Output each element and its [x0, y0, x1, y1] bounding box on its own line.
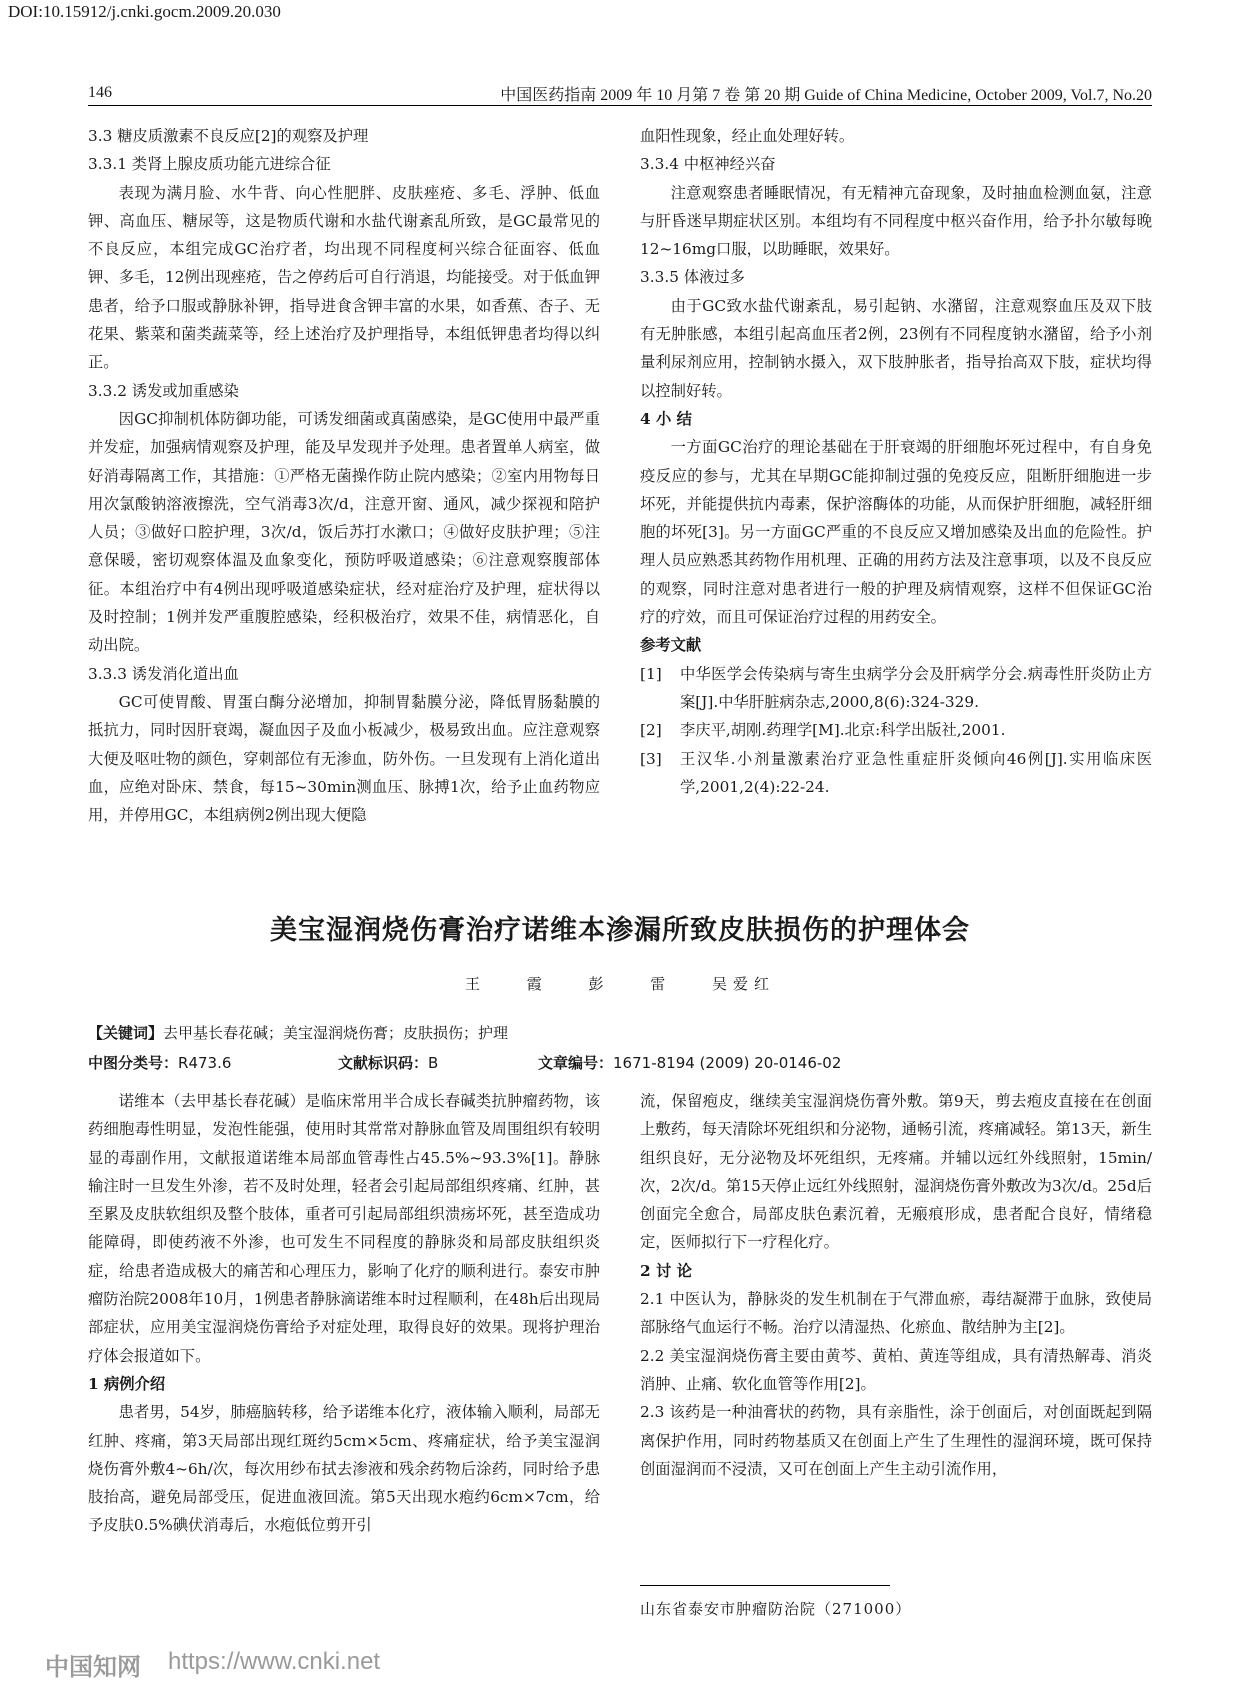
body-paragraph: 流，保留疱皮，继续美宝湿润烧伤膏外敷。第9天，剪去疱皮直接在在创面上敷药，每天清除坏死组织和分泌物，通畅引流，疼痛减轻。第13天，新生组织良好，无分泌物及坏死组织，无疼痛。并辅以远红外线照射，15min/次，2次/d。第15天停止远红外线照射，湿润烧伤膏外敷改为3次/d。25d后创面完全愈合，局部皮肤色素沉着，无瘢痕形成，患者配合良好，情绪稳定，医师拟行下一疗程化疗。 — [640, 1092, 1152, 1252]
body-paragraph: 由于GC致水盐代谢紊乱，易引起钠、水潴留，注意观察血压及双下肢有无肿胀感，本组引起高血压者2例，23例有不同程度钠水潴留，给予小剂量利尿剂应用，控制钠水摄入，双下肢肿胀者，指导抬高双下肢，症状均得以控制好转。 — [640, 296, 1152, 400]
upper-right-column — [640, 122, 1152, 801]
doc-code-value: B — [428, 1054, 439, 1072]
section-heading: 2 讨 论 — [640, 1261, 692, 1280]
reference-number: [3] — [640, 749, 662, 768]
doc-code-entry — [338, 1052, 438, 1073]
page-number: 146 — [88, 84, 112, 101]
reference-item — [640, 745, 1152, 802]
keywords-line — [88, 1022, 508, 1043]
section-heading: 3.3.5 体液过多 — [640, 268, 745, 287]
author-affiliation: 山东省泰安市肿瘤防治院（271000） — [640, 1600, 912, 1618]
section-heading: 3.3 糖皮质激素不良反应[2]的观察及护理 — [88, 127, 369, 145]
reference-text: 李庆平,胡刚.药理学[M].北京:科学出版社,2001. — [680, 721, 1006, 740]
section-heading: 3.3.3 诱发消化道出血 — [88, 664, 239, 683]
doc-code-label: 文献标识码： — [338, 1054, 429, 1072]
body-paragraph: 一方面GC治疗的理论基础在于肝衰竭的肝细胞坏死过程中，有自身免疫反应的参与，尤其在早期GC能抑制过强的免疫反应，阻断肝细胞进一步坏死，并能提供抗内毒素，保护溶酶体的功能，从而保护肝细胞，减轻肝细胞的坏死[3]。另一方面GC严重的不良反应又增加感染及出血的危险性。护理人员应熟悉其药物作用机理、正确的用药方法及注意事项，以及不良反应的观察，同时注意对患者进行一般的护理及病情观察，这样不但保证GC治疗的疗效，而且可保证治疗过程的用药安全。 — [640, 438, 1152, 627]
section-heading: 1 病例介绍 — [88, 1374, 166, 1393]
article-number-value: 1671-8194 (2009) 20-0146-02 — [613, 1054, 842, 1072]
keywords-text: 去甲基长春花碱；美宝湿润烧伤膏；皮肤损伤；护理 — [163, 1024, 509, 1042]
clc-value: R473.6 — [178, 1054, 232, 1072]
article-number-label: 文章编号： — [538, 1054, 614, 1072]
article-number-entry — [538, 1052, 841, 1073]
section-heading: 3.3.1 类肾上腺皮质功能亢进综合征 — [88, 155, 331, 174]
lower-left-column — [88, 1087, 600, 1540]
cnki-logo-watermark: 中国知网 — [45, 1653, 141, 1681]
article-title: 美宝湿润烧伤膏治疗诺维本渗漏所致皮肤损伤的护理体会 — [270, 915, 970, 946]
clc-entry — [88, 1052, 231, 1073]
section-heading: 4 小 结 — [640, 409, 692, 428]
body-paragraph: 2.2 美宝湿润烧伤膏主要由黄芩、黄柏、黄连等组成，具有清热解毒、消炎消肿、止痛、软化血管等作用[2]。 — [640, 1346, 1152, 1393]
header-rule — [88, 105, 1152, 106]
section-heading: 3.3.4 中枢神经兴奋 — [640, 155, 776, 174]
reference-number: [2] — [640, 721, 662, 740]
body-paragraph: 2.3 该药是一种油膏状的药物，具有亲脂性，涂于创面后，对创面既起到隔离保护作用，同时药物基质又在创面上产生了生理性的湿润环境，既可保持创面湿润而不浸渍，又可在创面上产生主动引流作用， — [640, 1403, 1152, 1478]
reference-item — [640, 660, 1152, 717]
upper-left-column — [88, 122, 600, 829]
body-paragraph: 诺维本（去甲基长春花碱）是临床常用半合成长春碱类抗肿瘤药物，该药细胞毒性明显，发泡性能强，使用时其常常对静脉血管及周围组织有较明显的毒副作用，文献报道诺维本局部血管毒性占45.5%~93.3%[1]。静脉输注时一旦发生外渗，若不及时处理，轻者会引起局部组织疼痛、红肿，甚至累及皮肤软组织及整个肢体，重者可引起局部组织溃疡坏死，甚至造成功能障碍，即使药液不外渗，也可发生不同程度的静脉炎和局部皮肤组织炎症，给患者造成极大的痛苦和心理压力，影响了化疗的顺利进行。泰安市肿瘤防治院2008年10月，1例患者静脉滴诺维本时过程顺利，在48h后出现局部症状，应用美宝湿润烧伤膏给予对症处理，取得良好的效果。现将护理治疗体会报道如下。 — [88, 1092, 600, 1365]
body-paragraph: 患者男，54岁，肺癌脑转移，给予诺维本化疗，液体输入顺利，局部无红肿、疼痛，第3天局部出现红斑约5cm×5cm、疼痛症状，给予美宝湿润烧伤膏外敷4~6h/次，每次用纱布拭去渗液和残余药物后涂药，同时给予患肢抬高，避免局部受压，促进血液回流。第5天出现水疱约6cm×7cm，给予皮肤0.5%碘伏消毒后，水疱低位剪开引 — [88, 1403, 600, 1535]
body-paragraph: 表现为满月脸、水牛背、向心性肥胖、皮肤痤疮、多毛、浮肿、低血钾、高血压、糖尿等，这是物质代谢和水盐代谢紊乱所致，是GC最常见的不良反应，本组完成GC治疗者，均出现不同程度柯兴综合征面容、低血钾、多毛，12例出现痤疮，告之停药后可自行消退，均能接受。对于低血钾患者，给予口服或静脉补钾，指导进食含钾丰富的水果，如香蕉、杏子、无花果、紫菜和菌类蔬菜等，经上述治疗及护理指导，本组低钾患者均得以纠正。 — [88, 183, 600, 372]
body-paragraph: 因GC抑制机体防御功能，可诱发细菌或真菌感染，是GC使用中最严重并发症，加强病情观察及护理，能及早发现并予处理。患者置单人病室，做好消毒隔离工作，其措施：①严格无菌操作防止院内感染；②室内用物每日用次氯酸钠溶液擦洗，空气消毒3次/d，注意开窗、通风，减少探视和陪护人员；③做好口腔护理，3次/d，饭后苏打水漱口；④做好皮肤护理；⑤注意保暖，密切观察体温及血象变化，预防呼吸道感染；⑥注意观察腹部体征。本组治疗中有4例出现呼吸道感染症状，经对症治疗及护理，症状得以及时控制；1例并发严重腹腔感染，经积极治疗，效果不佳，病情恶化，自动出院。 — [88, 409, 600, 655]
article-authors: 王 霞 彭 雷 吴爱红 — [464, 975, 776, 993]
section-heading: 参考文献 — [640, 636, 702, 655]
affiliation-rule — [640, 1585, 890, 1586]
cnki-url-watermark: https://www.cnki.net — [168, 1648, 381, 1675]
reference-text: 王汉华.小剂量激素治疗亚急性重症肝炎倾向46例[J].实用临床医学,2001,2(4):22-24. — [680, 749, 1152, 796]
reference-text: 中华医学会传染病与寄生虫病学分会及肝病学分会.病毒性肝炎防止方案[J].中华肝脏病杂志,2000,8(6):324-329. — [680, 664, 1152, 711]
clc-label: 中图分类号： — [88, 1054, 179, 1072]
body-paragraph: 注意观察患者睡眠情况，有无精神亢奋现象，及时抽血检测血氨，注意与肝昏迷早期症状区别。本组均有不同程度中枢兴奋作用，给予扑尔敏每晚12~16mg口服，以助睡眠，效果好。 — [640, 183, 1152, 259]
reference-number: [1] — [640, 664, 662, 683]
body-paragraph: 2.1 中医认为，静脉炎的发生机制在于气滞血瘀，毒结凝滞于血脉，致使局部脉络气血运行不畅。治疗以清湿热、化瘀血、散结肿为主[2]。 — [640, 1290, 1152, 1337]
doi-line: DOI:10.15912/j.cnki.gocm.2009.20.030 — [8, 2, 281, 21]
lower-right-column — [640, 1087, 1152, 1483]
body-paragraph: 血阳性现象，经止血处理好转。 — [640, 127, 855, 145]
journal-header: 中国医药指南 2009 年 10 月第 7 卷 第 20 期 Guide of China Medicine, October 2009, Vol.7, No.20 — [500, 87, 1152, 104]
reference-item — [640, 716, 1152, 744]
keywords-label: 【关键词】 — [88, 1024, 164, 1042]
body-paragraph: GC可使胃酸、胃蛋白酶分泌增加，抑制胃黏膜分泌，降低胃肠黏膜的抵抗力，同时因肝衰竭，凝血因子及血小板减少，极易致出血。应注意观察大便及呕吐物的颜色，穿刺部位有无渗血，防外伤。一旦发现有上消化道出血，应绝对卧床、禁食，每15~30min测血压、脉搏1次，给予止血药物应用，并停用GC，本组病例2例出现大便隐 — [88, 692, 600, 825]
section-heading: 3.3.2 诱发或加重感染 — [88, 381, 239, 400]
